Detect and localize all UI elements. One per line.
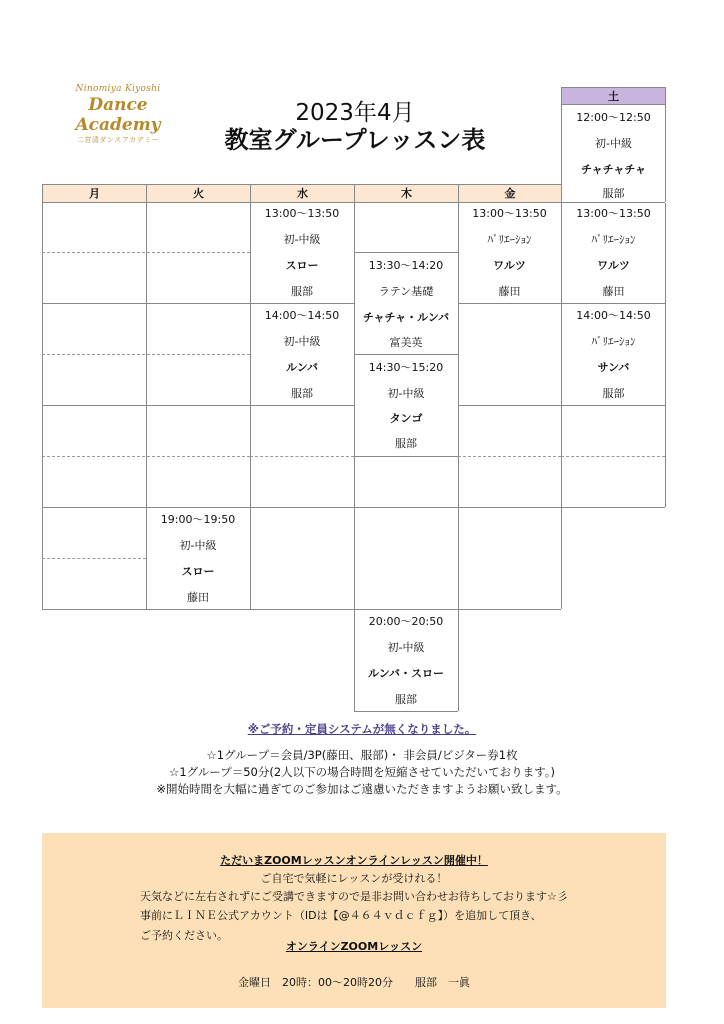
lesson-time: 13:00～13:50: [576, 207, 651, 220]
lesson-level: 初-中級: [283, 335, 321, 348]
online-subtitle: オンラインZOOMレッスン: [285, 940, 423, 953]
lesson-dance: タンゴ: [389, 412, 423, 425]
notice-headline: ※ご予約・定員システムが無くなりました。: [247, 722, 477, 736]
lesson-time: 13:00～13:50: [472, 207, 547, 220]
lesson-teacher: 服部: [602, 187, 625, 200]
lesson-time: 19:00～19:50: [160, 513, 236, 526]
lesson-time: 14:00～14:50: [576, 309, 651, 322]
day-header-saturday: 土: [561, 87, 666, 105]
lesson-level: 初-中級: [387, 387, 425, 400]
lesson-level: ﾊﾞﾘｴｰｼｮﾝ: [591, 233, 636, 246]
logo-line-3: 二宮清ダンスアカデミー: [76, 136, 160, 144]
lesson-teacher: 藤田: [187, 591, 209, 604]
online-schedule: 金曜日 20時：00～20時20分 服部 一眞: [238, 976, 470, 989]
lesson-dance: ルンバ: [286, 361, 318, 374]
lesson-teacher: 服部: [291, 387, 313, 400]
day-header-tuesday: 火: [146, 184, 251, 203]
day-header-thursday: 木: [354, 184, 459, 203]
lesson-teacher: 藤田: [498, 285, 521, 298]
page-title: 教室グループレッスン表: [224, 126, 486, 154]
logo-line-2: Dance Academy: [75, 95, 161, 135]
lesson-level: ラテン基礎: [378, 285, 434, 298]
lesson-dance: サンバ: [597, 361, 630, 374]
lesson-time: 13:30～14:20: [368, 259, 444, 272]
lesson-dance: チャチャ・ルンバ: [362, 311, 450, 324]
lesson-level: 初-中級: [387, 641, 425, 654]
lesson-teacher: 服部: [602, 387, 625, 400]
lesson-level: 初-中級: [283, 233, 321, 246]
online-lesson-box: [42, 833, 666, 1008]
notice-line: ☆1グループ＝会員/3P(藤田、服部)・ 非会員/ビジター券1枚: [206, 748, 518, 762]
lesson-time: 12:00～12:50: [576, 111, 651, 124]
online-line: ご自宅で気軽にレッスンが受けれる！: [260, 872, 448, 885]
academy-logo: [58, 84, 178, 145]
page-title-month: 2023年4月: [295, 100, 415, 126]
lesson-dance: スロー: [285, 259, 319, 272]
online-title: ただいまZOOMレッスンオンラインレッスン開催中！: [220, 854, 488, 867]
lesson-time: 14:30～15:20: [368, 361, 444, 374]
lesson-dance: スロー: [181, 565, 215, 578]
online-line: 事前にＬＩＮＥ公式アカウント（IDは【@４６４ｖｄｃｆｇ】）を追加して頂き、: [140, 909, 542, 922]
lesson-level: ﾊﾞﾘｴｰｼｮﾝ: [487, 233, 532, 246]
online-line: ご予約ください。: [140, 929, 228, 942]
lesson-teacher: 富美英: [389, 336, 423, 349]
lesson-time: 20:00～20:50: [368, 615, 444, 628]
lesson-teacher: 藤田: [602, 285, 625, 298]
lesson-level: ﾊﾞﾘｴｰｼｮﾝ: [591, 335, 636, 348]
day-header-wednesday: 水: [250, 184, 355, 203]
lesson-time: 13:00～13:50: [264, 207, 340, 220]
logo-line-1: Ninomiya Kiyoshi: [75, 84, 161, 94]
lesson-dance: チャチャチャ: [580, 163, 646, 176]
lesson-level: 初-中級: [179, 539, 217, 552]
lesson-dance: ルンバ・スロー: [368, 667, 444, 680]
online-line: 天気などに左右されずにご受講できますので是非お問い合わせお待ちしております☆彡: [140, 890, 568, 903]
lesson-teacher: 服部: [395, 693, 417, 706]
notice-line: ☆1グループ＝50分(2人以下の場合時間を短縮させていただいております。): [169, 765, 555, 779]
lesson-teacher: 服部: [291, 285, 313, 298]
lesson-dance: ワルツ: [597, 259, 630, 272]
notice-line: ※開始時間を大幅に過ぎてのご参加はご遠慮いただきますようお願い致します。: [156, 782, 568, 796]
lesson-level: 初-中級: [595, 137, 632, 150]
lesson-time: 14:00～14:50: [264, 309, 340, 322]
day-header-friday: 金: [458, 184, 562, 203]
day-header-monday: 月: [42, 184, 147, 203]
lesson-dance: ワルツ: [493, 259, 526, 272]
lesson-teacher: 服部: [395, 437, 417, 450]
